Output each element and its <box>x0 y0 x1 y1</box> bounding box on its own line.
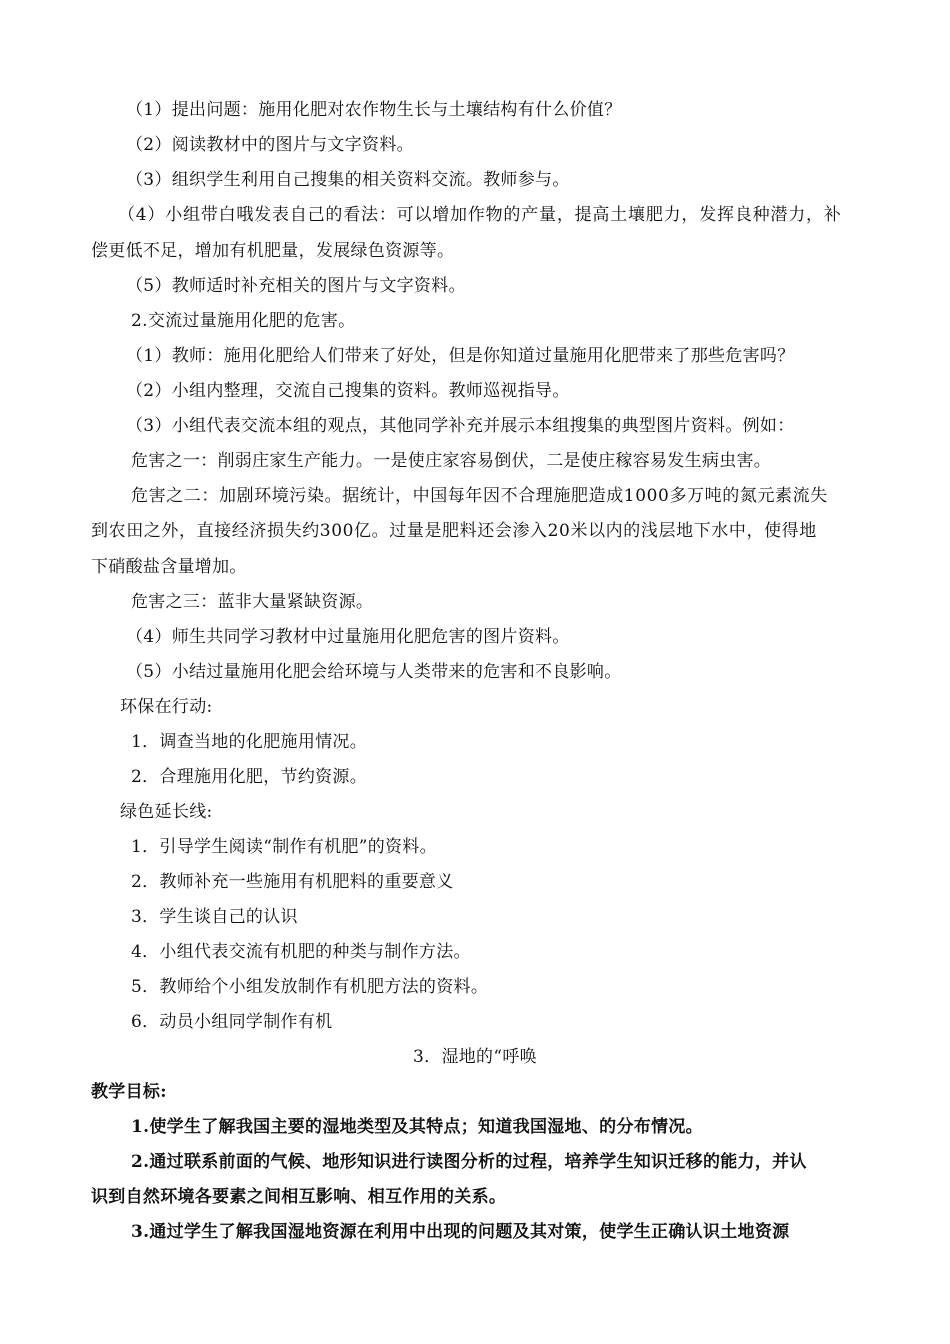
section-2-item-1: （1）教师：施用化肥给人们带来了好处，但是你知道过量施用化肥带来了那些危害吗？ <box>126 346 795 366</box>
teaching-goal-1: 1.使学生了解我国主要的湿地类型及其特点；知道我国湿地、的分布情况。 <box>131 1117 703 1137</box>
section-2-item-3: （3）小组代表交流本组的观点，其他同学补充并展示本组搜集的典型图片资料。例如： <box>126 416 795 436</box>
action-item-2: 2．合理施用化肥，节约资源。 <box>131 767 368 787</box>
question-4-line-2: 偿更低不足，增加有机肥量，发展绿色资源等。 <box>91 241 455 261</box>
teaching-goal-2-line-1: 2.通过联系前面的气候、地形知识进行读图分析的过程，培养学生知识迁移的能力，并认 <box>131 1152 807 1172</box>
question-2: （2）阅读教材中的图片与文字资料。 <box>126 135 414 155</box>
question-4-line-1: （4）小组带白哦发表自己的看法：可以增加作物的产量，提高土壤肥力，发挥良种潜力，补 <box>118 205 842 225</box>
action-heading: 环保在行动: <box>120 697 213 717</box>
section-2-item-2: （2）小组内整理，交流自己搜集的资料。教师巡视指导。 <box>126 381 570 401</box>
question-1: （1）提出问题：施用化肥对农作物生长与土壤结构有什么价值？ <box>126 100 622 120</box>
section-2-item-5: （5）小结过量施用化肥会给环境与人类带来的危害和不良影响。 <box>126 662 622 682</box>
extension-item-3: 3．学生谈自己的认识 <box>131 907 298 927</box>
extension-item-6: 6．动员小组同学制作有机 <box>131 1012 333 1032</box>
teaching-goals-heading: 教学目标: <box>91 1082 167 1102</box>
lesson-3-title: 3．湿地的“呼唤 <box>413 1047 537 1067</box>
harm-3: 危害之三：蓝非大量紧缺资源。 <box>131 592 374 612</box>
harm-2-line-1: 危害之二：加剧环境污染。据统计，中国每年因不合理施肥造成1000多万吨的氮元素流失 <box>131 486 828 506</box>
extension-item-1: 1．引导学生阅读“制作有机肥”的资料。 <box>131 837 437 857</box>
section-2-item-4: （4）师生共同学习教材中过量施用化肥危害的图片资料。 <box>126 627 570 647</box>
action-item-1: 1．调查当地的化肥施用情况。 <box>131 732 368 752</box>
harm-2-line-3: 下硝酸盐含量增加。 <box>91 557 247 577</box>
harm-1: 危害之一：削弱庄家生产能力。一是使庄家容易倒伏，二是使庄稼容易发生病虫害。 <box>131 451 772 471</box>
extension-item-4: 4．小组代表交流有机肥的种类与制作方法。 <box>131 942 471 962</box>
teaching-goal-2-line-2: 识到自然环境各要素之间相互影响、相互作用的关系。 <box>91 1187 507 1207</box>
harm-2-line-2: 到农田之外，直接经济损失约300亿。过量是肥料还会渗入20米以内的浅层地下水中，使得地 <box>91 521 817 541</box>
teaching-goal-3: 3.通过学生了解我国湿地资源在利用中出现的问题及其对策，使学生正确认识土地资源 <box>131 1222 790 1242</box>
question-5: （5）教师适时补充相关的图片与文字资料。 <box>126 276 466 296</box>
extension-heading: 绿色延长线: <box>120 802 213 822</box>
section-2-heading: 2.交流过量施用化肥的危害。 <box>131 311 356 331</box>
extension-item-2: 2．教师补充一些施用有机肥料的重要意义 <box>131 872 454 892</box>
extension-item-5: 5．教师给个小组发放制作有机肥方法的资料。 <box>131 977 489 997</box>
question-3: （3）组织学生利用自己搜集的相关资料交流。教师参与。 <box>126 170 570 190</box>
